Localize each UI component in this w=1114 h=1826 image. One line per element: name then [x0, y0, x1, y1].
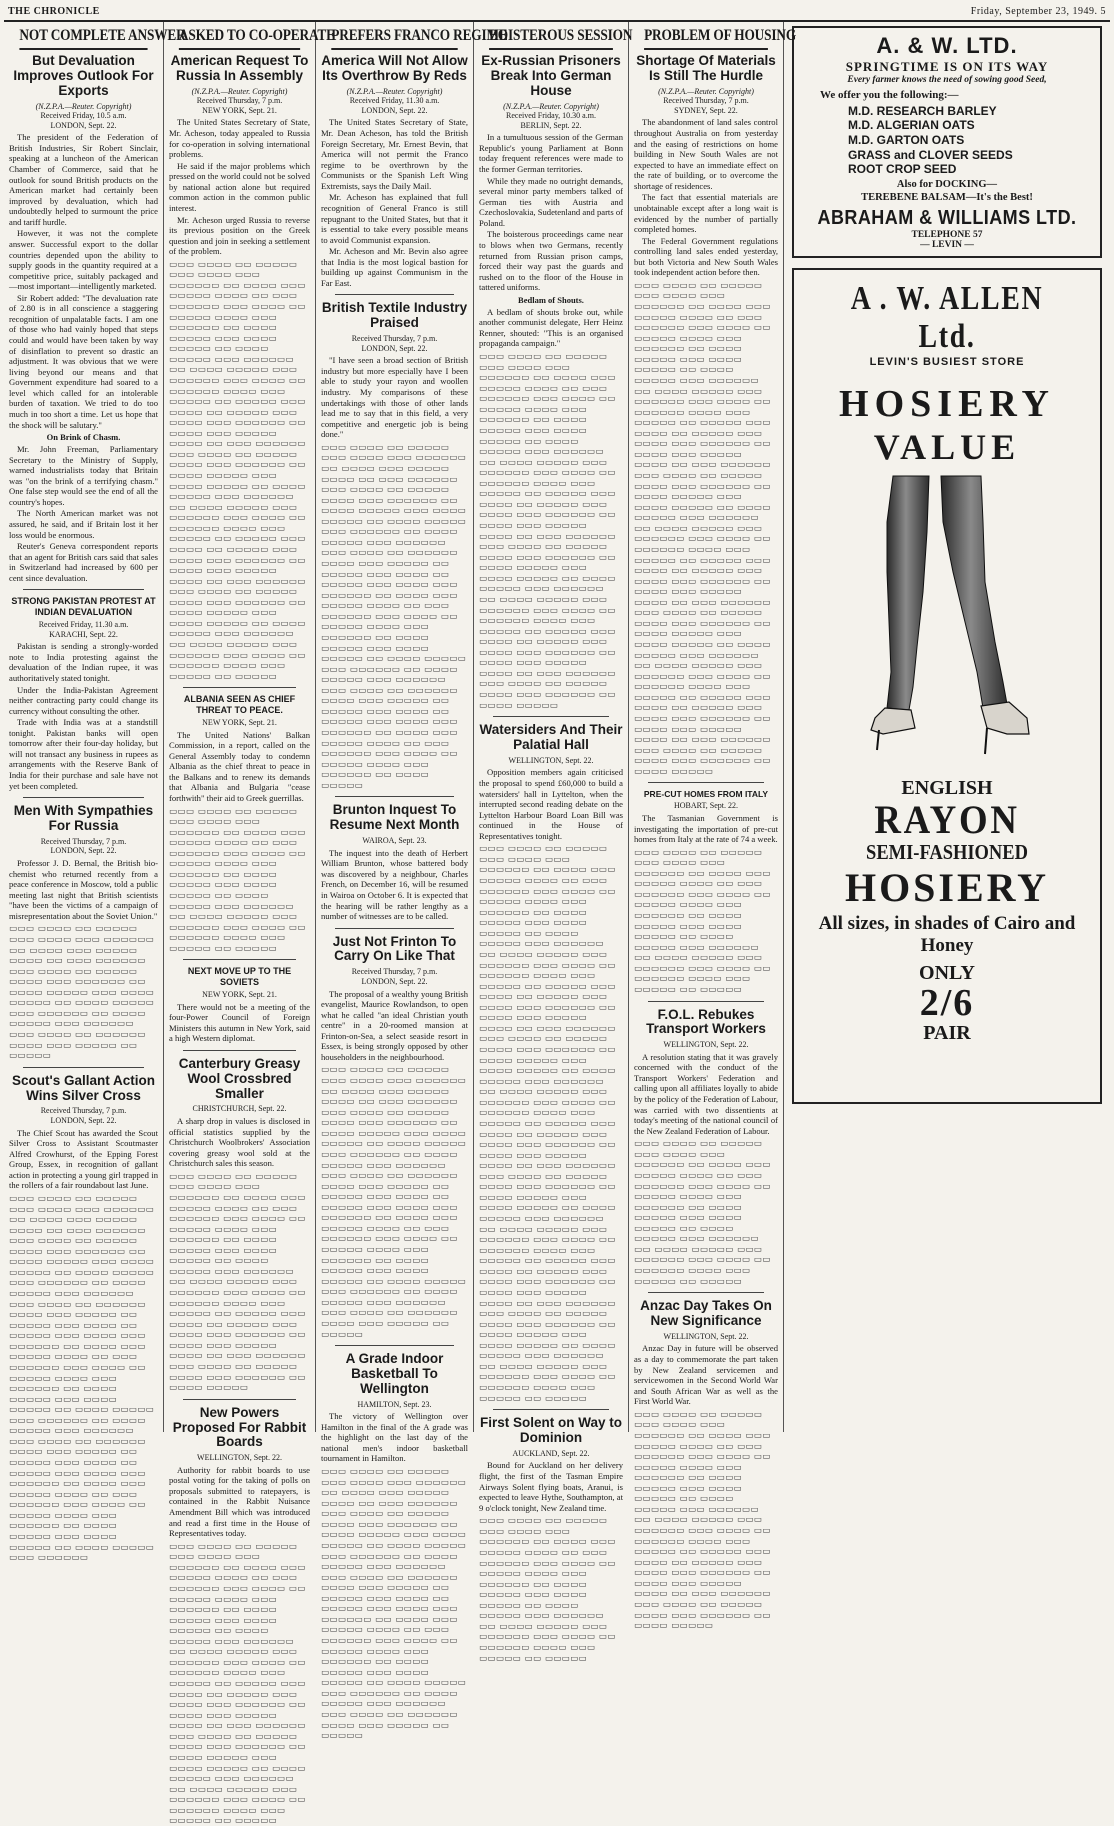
- paragraph: The United States Secretary of State, Mr. Dean Acheson, has told the British Foreign Secretary, Mr. Ernest Bevin, that America will not permit the Franco regime to be overthrown by the Communists or the Spanish Left Wing Extremists, says the Daily Mail.: [321, 117, 468, 191]
- paragraph: Reuter's Geneva correspondent reports that an agent for British cars said that sales in Switzerland had increased by 600 per cent since devaluation.: [9, 541, 158, 583]
- article-body: [9, 444, 158, 583]
- received-time: Received Friday, 10.5 a.m.: [40, 111, 127, 121]
- headline-pre-cut-homes: PRE-CUT HOMES FROM ITALY: [643, 789, 769, 800]
- headline-albania: ALBANIA SEEN AS CHIEF THREAT TO PEACE.: [183, 694, 296, 715]
- list-item: M.D. GARTON OATS: [848, 132, 965, 147]
- article-body: [634, 117, 778, 277]
- english-label: ENGLISH: [901, 776, 993, 799]
- price-rayon: 2/6: [919, 981, 975, 1024]
- paragraph: Anzac Day in future will be observed as a day to commemorate the part taken by New Zealand servicemen and servicewomen in the Second World War and South African War as well as the First World War.: [634, 1343, 778, 1407]
- stockings-illustration: [857, 472, 1037, 772]
- list-item: ROOT CROP SEED: [848, 162, 957, 177]
- advertisement-column: [784, 22, 1110, 1432]
- divider: [335, 928, 454, 929]
- ad-offer: We offer you the following:—: [820, 89, 959, 101]
- illegible-text: ▭▭▭ ▭▭▭▭ ▭▭ ▭▭▭▭▭ ▭▭▭ ▭▭▭▭ ▭▭▭ ▭▭▭▭▭▭ ▭▭ ▭▭▭▭ ▭▭▭ ▭▭▭▭▭ ▭▭▭▭ ▭▭ ▭▭▭ ▭▭▭▭▭▭ ▭▭▭ ▭▭▭▭ ▭▭ ▭▭▭▭▭ ▭▭▭▭ ▭▭▭ ▭▭▭▭▭▭ ▭▭ ▭▭▭▭ ▭▭▭▭▭ ▭▭▭ ▭▭▭▭ ▭▭▭▭▭ ▭▭ ▭▭▭▭ ▭▭▭▭▭ ▭▭▭ ▭▭▭▭▭▭ ▭▭ ▭▭▭▭ ▭▭▭▭▭ ▭▭▭ ▭▭▭▭▭▭ ▭▭▭ ▭▭▭▭ ▭▭ ▭▭▭▭▭▭ ▭▭▭▭ ▭▭▭ ▭▭▭▭▭ ▭▭ ▭▭▭▭▭ ▭▭▭ ▭▭▭▭ ▭▭ ▭▭▭▭▭ ▭▭▭ ▭▭▭▭ ▭▭▭ ▭▭▭▭▭▭ ▭▭ ▭▭▭▭ ▭▭▭ ▭▭▭▭▭ ▭▭▭▭ ▭▭ ▭▭▭ ▭▭▭▭▭▭ ▭▭▭ ▭▭▭▭ ▭▭ ▭▭▭▭▭ ▭▭▭▭ ▭▭▭ ▭▭▭▭▭▭ ▭▭ ▭▭▭▭ ▭▭▭▭▭: [169, 1170, 306, 1393]
- paragraph: Mr. Acheson urged Russia to reverse its previous position on the Greek question and join in seeking a settlement of the problem.: [169, 214, 310, 257]
- illegible-text: ▭▭▭ ▭▭▭▭ ▭▭ ▭▭▭▭▭ ▭▭▭ ▭▭▭▭ ▭▭▭ ▭▭▭▭▭▭ ▭▭ ▭▭▭▭ ▭▭▭ ▭▭▭▭▭ ▭▭▭▭ ▭▭ ▭▭▭ ▭▭▭▭▭▭ ▭▭▭ ▭▭▭▭ ▭▭ ▭▭▭▭▭ ▭▭▭▭ ▭▭▭ ▭▭▭▭▭▭ ▭▭ ▭▭▭▭ ▭▭▭▭▭ ▭▭▭ ▭▭▭▭ ▭▭▭▭▭ ▭▭ ▭▭▭▭ ▭▭▭▭▭ ▭▭▭ ▭▭▭▭▭▭ ▭▭ ▭▭▭▭ ▭▭▭▭▭ ▭▭▭ ▭▭▭▭▭▭ ▭▭▭ ▭▭▭▭ ▭▭ ▭▭▭▭▭▭ ▭▭▭▭ ▭▭▭ ▭▭▭▭▭ ▭▭ ▭▭▭▭▭: [9, 923, 155, 1061]
- paragraph: The inquest into the death of Herbert William Brunton, whose battered body was discovered by a neighbour, Charles French, on December 16, will be resumed in Wairoa on October 6. It is expected that the hearing will be rather lengthy as a number of witnesses are to be called.: [321, 847, 468, 922]
- article-body: [169, 117, 310, 256]
- dateline: HAMILTON, Sept. 23.: [357, 1399, 432, 1409]
- article-body: [479, 767, 623, 841]
- illegible-text: ▭▭▭ ▭▭▭▭ ▭▭ ▭▭▭▭▭ ▭▭▭ ▭▭▭▭ ▭▭▭ ▭▭▭▭▭▭ ▭▭ ▭▭▭▭ ▭▭▭ ▭▭▭▭▭ ▭▭▭▭ ▭▭ ▭▭▭ ▭▭▭▭▭▭ ▭▭▭ ▭▭▭▭ ▭▭ ▭▭▭▭▭ ▭▭▭▭ ▭▭▭ ▭▭▭▭▭▭ ▭▭ ▭▭▭▭ ▭▭▭▭▭ ▭▭▭ ▭▭▭▭ ▭▭▭▭▭ ▭▭ ▭▭▭▭ ▭▭▭▭▭ ▭▭▭ ▭▭▭▭▭▭ ▭▭ ▭▭▭▭ ▭▭▭▭▭ ▭▭▭ ▭▭▭▭▭▭ ▭▭▭ ▭▭▭▭ ▭▭ ▭▭▭▭▭▭ ▭▭▭▭ ▭▭▭ ▭▭▭▭▭ ▭▭ ▭▭▭▭▭ ▭▭▭ ▭▭▭▭ ▭▭ ▭▭▭▭▭ ▭▭▭ ▭▭▭▭ ▭▭▭ ▭▭▭▭▭▭ ▭▭ ▭▭▭▭ ▭▭▭ ▭▭▭▭▭ ▭▭▭▭ ▭▭ ▭▭▭ ▭▭▭▭▭▭ ▭▭▭ ▭▭▭▭ ▭▭ ▭▭▭▭▭ ▭▭▭▭ ▭▭▭ ▭▭▭▭▭▭ ▭▭ ▭▭▭▭ ▭▭▭▭▭ ▭▭▭ ▭▭▭▭ ▭▭▭▭▭ ▭▭ ▭▭▭▭ ▭▭▭▭▭ ▭▭▭ ▭▭▭▭▭▭ ▭▭ ▭▭▭▭ ▭▭▭▭▭ ▭▭▭ ▭▭▭▭▭▭ ▭▭▭ ▭▭▭▭ ▭▭ ▭▭▭▭▭▭ ▭▭▭▭ ▭▭▭ ▭▭▭▭▭ ▭▭ ▭▭▭▭▭: [321, 1466, 467, 1741]
- ad-extra: Also for DOCKING—: [896, 178, 998, 190]
- ad-subtitle: SPRINGTIME IS ON ITS WAY: [845, 59, 1049, 74]
- divider: [648, 1292, 764, 1293]
- illegible-text: ▭▭▭ ▭▭▭▭ ▭▭ ▭▭▭▭▭ ▭▭▭ ▭▭▭▭ ▭▭▭ ▭▭▭▭▭▭ ▭▭ ▭▭▭▭ ▭▭▭ ▭▭▭▭▭ ▭▭▭▭ ▭▭ ▭▭▭ ▭▭▭▭▭▭ ▭▭▭ ▭▭▭▭ ▭▭ ▭▭▭▭▭ ▭▭▭▭ ▭▭▭ ▭▭▭▭▭▭ ▭▭ ▭▭▭▭ ▭▭▭▭▭ ▭▭▭ ▭▭▭▭ ▭▭▭▭▭ ▭▭ ▭▭▭▭ ▭▭▭▭▭ ▭▭▭ ▭▭▭▭▭▭ ▭▭ ▭▭▭▭ ▭▭▭▭▭ ▭▭▭ ▭▭▭▭▭▭ ▭▭▭ ▭▭▭▭ ▭▭ ▭▭▭▭▭▭ ▭▭▭▭ ▭▭▭ ▭▭▭▭▭ ▭▭ ▭▭▭▭▭: [634, 1138, 771, 1286]
- article-body: [9, 1128, 158, 1191]
- dateline: SYDNEY, Sept. 22.: [674, 105, 738, 115]
- value-heading: VALUE: [873, 426, 1021, 467]
- paragraph: There would not be a meeting of the four-Power Council of Foreign Ministers this autumn in New York, said a high Western diplomat.: [169, 1001, 310, 1044]
- paragraph: Sir Robert added: "The devaluation rate of 2.80 is in all conscience a staggering recognition of unpalatable facts. I am one of those who had vainly hoped that steps could and would have been taken by way of disinflation to prevent so drastic an adjustment. It was obvious that we were living beyond our means and that Government expenditure had soared to a level which called for an intolerable burden of taxation. We tried to do too much in too short a time. Let us hope that the shock will be salutary.": [9, 292, 158, 430]
- column-4: [474, 22, 633, 1663]
- subhead-ex-russian-prisoners: Ex-Russian Prisoners Break Into German House: [481, 53, 621, 98]
- divider: [648, 782, 764, 783]
- dateline: WELLINGTON, Sept. 22.: [663, 1040, 749, 1050]
- article-body: [9, 641, 158, 791]
- paragraph: He said if the major problems which pressed on the world could not be solved by national action alone but required common action in the common public interest.: [169, 160, 310, 213]
- paragraph: The president of the Federation of British Industries, Sir Robert Sinclair, speaking at a luncheon of the American Chamber of Commerce, said that he outlook for sound British products on the American market had certainly been improved by devaluation, which had undoubtedly helped to surmount the price and tariff hurdle.: [9, 132, 158, 227]
- issue-date: Friday, September 23, 1949. 5: [970, 6, 1106, 17]
- paragraph: In a tumultuous session of the German Republic's young Parliament at Bonn today frequent references were made to the former German territories.: [479, 132, 623, 174]
- subhead-shortage: Shortage Of Materials Is Still The Hurdle: [636, 53, 776, 83]
- dateline: NEW YORK, Sept. 21.: [202, 105, 277, 115]
- paragraph: While they made no outright demands, several minor party members talked of German ties with Austria and Czechoslovakia, Sudetenland and parts of Poland.: [479, 175, 623, 228]
- paragraph: A sharp drop in values is disclosed in official statistics supplied by the Christchurch Woolbrokers' Association covering greasy wool sold at the Christchurch sales this season.: [169, 1116, 310, 1169]
- article-body: [169, 730, 310, 804]
- headline-asked-to-cooperate: ASKED TO CO-OPERATE: [179, 25, 300, 50]
- paragraph: The Federal Government regulations controlling land sales ended yesterday, but both Victoria and New South Wales took independent action before then.: [634, 235, 778, 278]
- headline-sympathies: Men With Sympathies For Russia: [13, 803, 154, 833]
- semi-fashioned-label: SEMI-FASHIONED: [866, 839, 1028, 864]
- illegible-text: ▭▭▭ ▭▭▭▭ ▭▭ ▭▭▭▭▭ ▭▭▭ ▭▭▭▭ ▭▭▭ ▭▭▭▭▭▭ ▭▭ ▭▭▭▭ ▭▭▭ ▭▭▭▭▭ ▭▭▭▭ ▭▭ ▭▭▭ ▭▭▭▭▭▭ ▭▭▭ ▭▭▭▭ ▭▭ ▭▭▭▭▭ ▭▭▭▭ ▭▭▭ ▭▭▭▭▭▭ ▭▭ ▭▭▭▭ ▭▭▭▭▭ ▭▭▭ ▭▭▭▭ ▭▭▭▭▭ ▭▭ ▭▭▭▭ ▭▭▭▭▭ ▭▭▭ ▭▭▭▭▭▭ ▭▭ ▭▭▭▭ ▭▭▭▭▭ ▭▭▭ ▭▭▭▭▭▭ ▭▭▭ ▭▭▭▭ ▭▭ ▭▭▭▭▭▭ ▭▭▭▭ ▭▭▭ ▭▭▭▭▭ ▭▭ ▭▭▭▭▭ ▭▭▭ ▭▭▭▭ ▭▭ ▭▭▭▭▭ ▭▭▭ ▭▭▭▭ ▭▭▭ ▭▭▭▭▭▭ ▭▭ ▭▭▭▭ ▭▭▭ ▭▭▭▭▭ ▭▭▭▭ ▭▭ ▭▭▭ ▭▭▭▭▭▭ ▭▭▭ ▭▭▭▭ ▭▭ ▭▭▭▭▭ ▭▭▭▭ ▭▭▭ ▭▭▭▭▭▭ ▭▭ ▭▭▭▭ ▭▭▭▭▭: [634, 1408, 771, 1631]
- article-body: [9, 858, 158, 921]
- dateline: HOBART, Sept. 22.: [673, 801, 739, 811]
- dateline: NEW YORK, Sept. 21.: [202, 990, 277, 1000]
- paragraph: Professor J. D. Bernal, the British bio-chemist who returned recently from a peace conference in Moscow, told a public meeting last night that British scientists "have been the victims of a campaign of misrepresentation about the Soviet Union.": [9, 858, 158, 921]
- article-body: [321, 848, 468, 922]
- column-1: [4, 22, 186, 1563]
- byline: (N.Z.P.A.—Reuter. Copyright): [191, 86, 288, 96]
- location: — LEVIN —: [920, 239, 974, 250]
- divider: [493, 716, 609, 717]
- dateline: WELLINGTON, Sept. 22.: [663, 1331, 749, 1341]
- received-time: Received Thursday, 7 p.m.: [351, 967, 438, 977]
- article-body: [321, 989, 468, 1063]
- paragraph: The United States Secretary of State, Mr. Acheson, today appealed to Russia for co-operation in solving international problems.: [169, 117, 310, 160]
- allen-hosiery-ad: [792, 268, 1102, 1104]
- company-name: ABRAHAM & WILLIAMS LTD.: [817, 206, 1077, 229]
- dateline: BERLIN, Sept. 22.: [520, 120, 582, 130]
- paragraph: Opposition members again criticised the proposal to spend £60,000 to build a watersiders' hall in Lyttelton, when the interrupted second reading debate on the Lyttelton Harbour Board Loan Bill was continued in the House of Representatives tonight.: [479, 767, 623, 841]
- article-body: [169, 1116, 310, 1169]
- paragraph: However, it was not the complete answer. Successful export to the dollar countries depended upon the ability to supply goods in the quantity required at a competitive price, suitably packaged and—most important—intelligently marketed.: [9, 228, 158, 292]
- divider: [23, 797, 144, 798]
- paragraph: The victory of Wellington over Hamilton in the final of the A grade was the highlight on the last day of the national men's indoor basketball tournament in Hamilton.: [321, 1411, 468, 1464]
- article-body: [634, 1052, 778, 1137]
- paragraph: The abandonment of land sales control throughout Australia on from yesterday and the easing of restrictions on home building in New South Wales are not expected to have an immediate effect on the rate of building, or to overcome the shortage of residences.: [634, 117, 778, 191]
- headline-problem-of-housing: PROBLEM OF HOUSING: [644, 25, 768, 50]
- paragraph: Pakistan is sending a strongly-worded note to India protesting against the devaluation of the Indian rupee, it was authoritatively stated tonight.: [9, 641, 158, 683]
- headline-basketball: A Grade Indoor Basketball To Wellington: [345, 1351, 444, 1396]
- dateline: LONDON, Sept. 22.: [50, 120, 117, 130]
- paragraph: Mr. Acheson has explained that full recognition of General Franco is still repugnant to the United States, but that it is essential to take every possible means to avoid Communist expansion.: [321, 192, 468, 245]
- dateline: NEW YORK, Sept. 21.: [202, 717, 277, 727]
- headline-prefers-franco: PREFERS FRANCO REGIME: [331, 25, 457, 50]
- byline: (N.Z.P.A.—Reuter. Copyright): [503, 101, 599, 111]
- illegible-text: ▭▭▭ ▭▭▭▭ ▭▭ ▭▭▭▭▭ ▭▭▭ ▭▭▭▭ ▭▭▭ ▭▭▭▭▭▭ ▭▭ ▭▭▭▭ ▭▭▭ ▭▭▭▭▭ ▭▭▭▭ ▭▭ ▭▭▭ ▭▭▭▭▭▭ ▭▭▭ ▭▭▭▭ ▭▭ ▭▭▭▭▭ ▭▭▭▭ ▭▭▭ ▭▭▭▭▭▭ ▭▭ ▭▭▭▭ ▭▭▭▭▭ ▭▭▭ ▭▭▭▭ ▭▭▭▭▭ ▭▭ ▭▭▭▭ ▭▭▭▭▭ ▭▭▭ ▭▭▭▭▭▭ ▭▭ ▭▭▭▭ ▭▭▭▭▭ ▭▭▭ ▭▭▭▭▭▭ ▭▭▭ ▭▭▭▭ ▭▭ ▭▭▭▭▭▭ ▭▭▭▭ ▭▭▭ ▭▭▭▭▭ ▭▭ ▭▭▭▭▭ ▭▭▭ ▭▭▭▭ ▭▭ ▭▭▭▭▭ ▭▭▭ ▭▭▭▭ ▭▭▭ ▭▭▭▭▭▭ ▭▭ ▭▭▭▭ ▭▭▭ ▭▭▭▭▭ ▭▭▭▭ ▭▭ ▭▭▭ ▭▭▭▭▭▭ ▭▭▭ ▭▭▭▭ ▭▭ ▭▭▭▭▭ ▭▭▭▭ ▭▭▭ ▭▭▭▭▭▭ ▭▭ ▭▭▭▭ ▭▭▭▭▭ ▭▭▭ ▭▭▭▭ ▭▭▭▭▭ ▭▭ ▭▭▭▭ ▭▭▭▭▭ ▭▭▭ ▭▭▭▭▭▭ ▭▭ ▭▭▭▭ ▭▭▭▭▭ ▭▭▭ ▭▭▭▭▭▭ ▭▭▭ ▭▭▭▭ ▭▭ ▭▭▭▭▭▭ ▭▭▭▭ ▭▭▭ ▭▭▭▭▭ ▭▭ ▭▭▭▭▭: [321, 1064, 467, 1339]
- headline-frinton: Just Not Frinton To Carry On Like That: [332, 933, 457, 964]
- received-time: Received Friday, 10.30 a.m.: [506, 111, 596, 121]
- paragraph: Authority for rabbit boards to use postal voting for the taking of polls on proposals submitted to ratepayers, is contained in the Rabbit Nuisance Amendment Bill which was introduced and read a first time in the House of Representatives today.: [169, 1464, 310, 1539]
- headline-anzac-day: Anzac Day Takes On New Significance: [640, 1298, 772, 1328]
- column-2: [164, 22, 335, 1826]
- received-time: Received Friday, 11.30 a.m.: [38, 620, 129, 630]
- sizes-note: All sizes, in shades of Cairo and Honey: [818, 912, 1076, 956]
- received-time: Received Thursday, 7 p.m.: [40, 1106, 127, 1116]
- dateline: CHRISTCHURCH, Sept. 22.: [192, 1104, 287, 1114]
- rayon-heading: RAYON: [874, 796, 1020, 842]
- headline-soviets: NEXT MOVE UP TO THE SOVIETS: [187, 966, 292, 987]
- received-time: Received Thursday, 7 p.m.: [40, 836, 127, 846]
- paragraph: A resolution stating that it was gravely concerned with the conduct of the Transport Workers' Federation and calling upon all affiliates loyally to abide by the policy of the Federation of Labour, was carried with two dissentients at today's meeting of the national council of the New Zealand Federation of Labour.: [634, 1051, 778, 1136]
- dateline: LONDON, Sept. 22.: [50, 1115, 117, 1125]
- byline: (N.Z.P.A.—Reuter. Copyright): [35, 101, 132, 111]
- divider: [335, 796, 454, 797]
- received-time: Received Thursday, 7 p.m.: [351, 334, 438, 344]
- paragraph: The proposal of a wealthy young British evangelist, Maurice Rowlandson, to open what he called "an ideal Christian youth centre" in a 20-roomed mansion at Frinton-on-Sea, a select seaside resort in Essex, is being strongly opposed by other householders in the neighbourhood.: [321, 988, 468, 1062]
- ad-title: A. & W. LTD.: [876, 33, 1018, 58]
- received-time: Received Thursday, 7 p.m.: [663, 96, 749, 106]
- hosiery-heading: HOSIERY: [839, 382, 1055, 425]
- list-item: M.D. RESEARCH BARLEY: [848, 103, 997, 118]
- article-body: [634, 813, 778, 845]
- only-label: ONLY: [919, 961, 975, 984]
- paragraph: The fact that essential materials are unobtainable except after a long wait is evidenced by the number of partially completed homes.: [634, 192, 778, 235]
- column-5: [629, 22, 797, 1631]
- paragraph: Bound for Auckland on her delivery flight, the first of the Tasman Empire Airways Solent flying boats, Aranui, is expected to leave Hythe, Southampton, at 9 o'clock tonight, New Zealand time.: [479, 1460, 623, 1513]
- divider: [493, 1409, 609, 1410]
- illegible-text: ▭▭▭ ▭▭▭▭ ▭▭ ▭▭▭▭▭ ▭▭▭ ▭▭▭▭ ▭▭▭ ▭▭▭▭▭▭ ▭▭ ▭▭▭▭ ▭▭▭ ▭▭▭▭▭ ▭▭▭▭ ▭▭ ▭▭▭ ▭▭▭▭▭▭ ▭▭▭ ▭▭▭▭ ▭▭ ▭▭▭▭▭ ▭▭▭▭ ▭▭▭ ▭▭▭▭▭▭ ▭▭ ▭▭▭▭ ▭▭▭▭▭ ▭▭▭ ▭▭▭▭ ▭▭▭▭▭ ▭▭ ▭▭▭▭ ▭▭▭▭▭ ▭▭▭ ▭▭▭▭▭▭ ▭▭ ▭▭▭▭ ▭▭▭▭▭ ▭▭▭ ▭▭▭▭▭▭ ▭▭▭ ▭▭▭▭ ▭▭ ▭▭▭▭▭▭ ▭▭▭▭ ▭▭▭ ▭▭▭▭▭ ▭▭ ▭▭▭▭▭: [169, 805, 306, 953]
- received-time: Received Friday, 11.30 a.m.: [349, 96, 440, 106]
- column-3: [316, 22, 508, 1741]
- headline-brunton: Brunton Inquest To Resume Next Month: [329, 802, 460, 833]
- article-body: [479, 1460, 623, 1513]
- paragraph: Trade with India was at a standstill tonight. Pakistan banks will open tomorrow after their four-day holiday, but will not transact any business in rupees as arrangements with the Reserve Bank of India for their purchase and sale have not yet been completed.: [9, 717, 158, 791]
- crosshead: Bedlam of Shouts.: [518, 294, 584, 305]
- paragraph: The Chief Scout has awarded the Scout Silver Cross to Assistant Scoutmaster Alfred Crowhurst, of the Epping Forest Group, Essex, in recognition of gallant action in protecting a young girl trapped in the rollers of a fair roundabout last June.: [9, 1127, 158, 1191]
- illegible-text: ▭▭▭ ▭▭▭▭ ▭▭ ▭▭▭▭▭ ▭▭▭ ▭▭▭▭ ▭▭▭ ▭▭▭▭▭▭ ▭▭ ▭▭▭▭ ▭▭▭ ▭▭▭▭▭ ▭▭▭▭ ▭▭ ▭▭▭ ▭▭▭▭▭▭ ▭▭▭ ▭▭▭▭ ▭▭ ▭▭▭▭▭ ▭▭▭▭ ▭▭▭ ▭▭▭▭▭▭ ▭▭ ▭▭▭▭ ▭▭▭▭▭ ▭▭▭ ▭▭▭▭ ▭▭▭▭▭ ▭▭ ▭▭▭▭ ▭▭▭▭▭ ▭▭▭ ▭▭▭▭▭▭ ▭▭ ▭▭▭▭ ▭▭▭▭▭ ▭▭▭ ▭▭▭▭▭▭ ▭▭▭ ▭▭▭▭ ▭▭ ▭▭▭▭▭▭ ▭▭▭▭ ▭▭▭ ▭▭▭▭▭ ▭▭ ▭▭▭▭▭ ▭▭▭ ▭▭▭▭ ▭▭ ▭▭▭▭▭ ▭▭▭ ▭▭▭▭ ▭▭▭ ▭▭▭▭▭▭ ▭▭ ▭▭▭▭ ▭▭▭ ▭▭▭▭▭ ▭▭▭▭ ▭▭ ▭▭▭ ▭▭▭▭▭▭ ▭▭▭ ▭▭▭▭ ▭▭ ▭▭▭▭▭ ▭▭▭▭ ▭▭▭ ▭▭▭▭▭▭ ▭▭ ▭▭▭▭ ▭▭▭▭▭ ▭▭▭ ▭▭▭▭ ▭▭▭▭▭ ▭▭ ▭▭▭▭ ▭▭▭▭▭ ▭▭▭ ▭▭▭▭▭▭ ▭▭ ▭▭▭▭ ▭▭▭▭▭ ▭▭▭ ▭▭▭▭▭▭ ▭▭▭ ▭▭▭▭ ▭▭ ▭▭▭▭▭▭ ▭▭▭▭ ▭▭▭ ▭▭▭▭▭ ▭▭ ▭▭▭▭▭ ▭▭▭ ▭▭▭▭ ▭▭ ▭▭▭▭▭ ▭▭▭ ▭▭▭▭ ▭▭▭ ▭▭▭▭▭▭ ▭▭ ▭▭▭▭ ▭▭▭ ▭▭▭▭▭ ▭▭▭▭ ▭▭ ▭▭▭ ▭▭▭▭▭▭ ▭▭▭ ▭▭▭▭ ▭▭ ▭▭▭▭▭ ▭▭▭▭ ▭▭▭ ▭▭▭▭▭▭ ▭▭ ▭▭▭▭ ▭▭▭▭▭ ▭▭▭ ▭▭▭▭ ▭▭▭▭▭ ▭▭ ▭▭▭▭ ▭▭▭▭▭ ▭▭▭ ▭▭▭▭▭▭ ▭▭ ▭▭▭▭ ▭▭▭▭▭ ▭▭▭ ▭▭▭▭▭▭ ▭▭▭ ▭▭▭▭ ▭▭ ▭▭▭▭▭▭ ▭▭▭▭ ▭▭▭ ▭▭▭▭▭ ▭▭ ▭▭▭▭▭ ▭▭▭ ▭▭▭▭ ▭▭ ▭▭▭▭▭ ▭▭▭ ▭▭▭▭ ▭▭▭ ▭▭▭▭▭▭ ▭▭ ▭▭▭▭ ▭▭▭ ▭▭▭▭▭ ▭▭▭▭ ▭▭ ▭▭▭ ▭▭▭▭▭▭ ▭▭▭ ▭▭▭▭ ▭▭ ▭▭▭▭▭ ▭▭▭▭ ▭▭▭ ▭▭▭▭▭▭ ▭▭ ▭▭▭▭ ▭▭▭▭▭: [634, 279, 771, 776]
- dateline: AUCKLAND, Sept. 22.: [512, 1448, 590, 1458]
- paragraph: The North American market was not assured, he said, and if Britain lost it her loss would be enormous.: [9, 508, 158, 540]
- divider: [23, 1067, 144, 1068]
- divider: [183, 1050, 296, 1051]
- headline-boisterous-session: BOISTEROUS SESSION: [489, 25, 613, 50]
- subhead-devaluation: But Devaluation Improves Outlook For Exports: [13, 53, 154, 98]
- illegible-text: ▭▭▭ ▭▭▭▭ ▭▭ ▭▭▭▭▭ ▭▭▭ ▭▭▭▭ ▭▭▭ ▭▭▭▭▭▭ ▭▭ ▭▭▭▭ ▭▭▭ ▭▭▭▭▭ ▭▭▭▭ ▭▭ ▭▭▭ ▭▭▭▭▭▭ ▭▭▭ ▭▭▭▭ ▭▭ ▭▭▭▭▭ ▭▭▭▭ ▭▭▭ ▭▭▭▭▭▭ ▭▭ ▭▭▭▭ ▭▭▭▭▭ ▭▭▭ ▭▭▭▭ ▭▭▭▭▭ ▭▭ ▭▭▭▭ ▭▭▭▭▭ ▭▭▭ ▭▭▭▭▭▭ ▭▭ ▭▭▭▭ ▭▭▭▭▭ ▭▭▭ ▭▭▭▭▭▭ ▭▭▭ ▭▭▭▭ ▭▭ ▭▭▭▭▭▭ ▭▭▭▭ ▭▭▭ ▭▭▭▭▭ ▭▭ ▭▭▭▭▭: [479, 1515, 616, 1663]
- dateline: LONDON, Sept. 22.: [50, 846, 117, 856]
- dateline: WELLINGTON, Sept. 22.: [197, 1453, 282, 1463]
- ad-tagline: Every farmer knows the need of sowing good Seed,: [847, 75, 1047, 85]
- store-tagline: LEVIN'S BUSIEST STORE: [869, 355, 1025, 368]
- paragraph: The Tasmanian Government is investigating the importation of pre-cut homes from Italy at the rate of 74 a week.: [634, 812, 778, 845]
- illegible-text: ▭▭▭ ▭▭▭▭ ▭▭ ▭▭▭▭▭ ▭▭▭ ▭▭▭▭ ▭▭▭ ▭▭▭▭▭▭ ▭▭ ▭▭▭▭ ▭▭▭ ▭▭▭▭▭ ▭▭▭▭ ▭▭ ▭▭▭ ▭▭▭▭▭▭ ▭▭▭ ▭▭▭▭ ▭▭ ▭▭▭▭▭ ▭▭▭▭ ▭▭▭ ▭▭▭▭▭▭ ▭▭ ▭▭▭▭ ▭▭▭▭▭ ▭▭▭ ▭▭▭▭ ▭▭▭▭▭ ▭▭ ▭▭▭▭ ▭▭▭▭▭ ▭▭▭ ▭▭▭▭▭▭ ▭▭ ▭▭▭▭ ▭▭▭▭▭ ▭▭▭ ▭▭▭▭▭▭ ▭▭▭ ▭▭▭▭ ▭▭ ▭▭▭▭▭▭ ▭▭▭▭ ▭▭▭ ▭▭▭▭▭ ▭▭ ▭▭▭▭▭ ▭▭▭ ▭▭▭▭ ▭▭ ▭▭▭▭▭ ▭▭▭ ▭▭▭▭ ▭▭▭ ▭▭▭▭▭▭ ▭▭ ▭▭▭▭ ▭▭▭ ▭▭▭▭▭ ▭▭▭▭ ▭▭ ▭▭▭ ▭▭▭▭▭▭ ▭▭▭ ▭▭▭▭ ▭▭ ▭▭▭▭▭ ▭▭▭▭ ▭▭▭ ▭▭▭▭▭▭ ▭▭ ▭▭▭▭ ▭▭▭▭▭ ▭▭▭ ▭▭▭▭ ▭▭▭▭▭ ▭▭ ▭▭▭▭ ▭▭▭▭▭ ▭▭▭ ▭▭▭▭▭▭ ▭▭ ▭▭▭▭ ▭▭▭▭▭ ▭▭▭ ▭▭▭▭▭▭ ▭▭▭ ▭▭▭▭ ▭▭ ▭▭▭▭▭▭ ▭▭▭▭ ▭▭▭ ▭▭▭▭▭ ▭▭ ▭▭▭▭▭ ▭▭▭ ▭▭▭▭ ▭▭ ▭▭▭▭▭ ▭▭▭ ▭▭▭▭ ▭▭▭ ▭▭▭▭▭▭ ▭▭ ▭▭▭▭ ▭▭▭ ▭▭▭▭▭ ▭▭▭▭ ▭▭ ▭▭▭ ▭▭▭▭▭▭ ▭▭▭ ▭▭▭▭ ▭▭ ▭▭▭▭▭ ▭▭▭▭ ▭▭▭ ▭▭▭▭▭▭ ▭▭ ▭▭▭▭ ▭▭▭▭▭ ▭▭▭ ▭▭▭▭ ▭▭▭▭▭ ▭▭ ▭▭▭▭ ▭▭▭▭▭ ▭▭▭ ▭▭▭▭▭▭ ▭▭ ▭▭▭▭ ▭▭▭▭▭ ▭▭▭ ▭▭▭▭▭▭ ▭▭▭ ▭▭▭▭ ▭▭ ▭▭▭▭▭▭ ▭▭▭▭ ▭▭▭ ▭▭▭▭▭ ▭▭ ▭▭▭▭▭ ▭▭▭ ▭▭▭▭ ▭▭ ▭▭▭▭▭ ▭▭▭ ▭▭▭▭ ▭▭▭ ▭▭▭▭▭▭ ▭▭ ▭▭▭▭ ▭▭▭ ▭▭▭▭▭ ▭▭▭▭ ▭▭ ▭▭▭ ▭▭▭▭▭▭ ▭▭▭ ▭▭▭▭ ▭▭ ▭▭▭▭▭ ▭▭▭▭ ▭▭▭ ▭▭▭▭▭▭ ▭▭ ▭▭▭▭ ▭▭▭▭▭ ▭▭▭ ▭▭▭▭ ▭▭▭▭▭ ▭▭ ▭▭▭▭ ▭▭▭▭▭ ▭▭▭ ▭▭▭▭▭▭ ▭▭ ▭▭▭▭ ▭▭▭▭▭ ▭▭▭ ▭▭▭▭▭▭ ▭▭▭ ▭▭▭▭ ▭▭ ▭▭▭▭▭▭ ▭▭▭▭ ▭▭▭ ▭▭▭▭▭ ▭▭ ▭▭▭▭▭: [479, 843, 616, 1403]
- ad-title: A . W. ALLEN Ltd.: [850, 279, 1044, 355]
- paragraph: A bedlam of shouts broke out, while another communist delegate, Herr Heinz Renner, shouted: "This is an organised propaganda campaign.": [479, 306, 623, 349]
- paragraph: The United Nations' Balkan Commission, in a report, called on the General Assembly today to condemn Albania as the chief threat to peace in the Balkans and to renew its demands that Albania and Bulgaria "cease forthwith" their aid to Greek guerrillas.: [169, 729, 310, 803]
- article-body: [479, 307, 623, 349]
- columns: [4, 22, 1110, 1826]
- subhead-american-request: American Request To Russia In Assembly: [170, 53, 309, 83]
- byline: (N.Z.P.A.—Reuter. Copyright): [346, 86, 443, 96]
- article-body: [9, 132, 158, 430]
- received-time: Received Thursday, 7 p.m.: [196, 96, 283, 106]
- telephone: TELEPHONE 57: [911, 229, 983, 240]
- masthead: [4, 4, 1110, 22]
- article-body: [169, 1465, 310, 1539]
- paragraph: Mr. Acheson and Mr. Bevin also agree that India is the most logical bastion for building up against Communism in the Far East.: [321, 246, 468, 288]
- dateline: LONDON, Sept. 22.: [361, 105, 428, 115]
- list-item: M.D. ALGERIAN OATS: [848, 118, 975, 133]
- seed-list: [848, 104, 1094, 177]
- article-body: [169, 1002, 310, 1044]
- headline-first-solent: First Solent on Way to Dominion: [479, 1415, 622, 1445]
- dateline: LONDON, Sept. 22.: [361, 976, 428, 986]
- divider: [335, 1345, 454, 1346]
- paragraph: The boisterous proceedings came near to blows when two Germans, recently returned from Russian prison camps, forced their way past the guards and rushed on to the floor of the House in tattered uniforms.: [479, 229, 623, 293]
- subhead-america-overthrow: America Will Not Allow Its Overthrow By Reds: [321, 53, 468, 83]
- abraham-williams-ad: [792, 26, 1102, 258]
- headline-greasy-wool: Canterbury Greasy Wool Crossbred Smaller: [178, 1055, 301, 1101]
- illegible-text: ▭▭▭ ▭▭▭▭ ▭▭ ▭▭▭▭▭ ▭▭▭ ▭▭▭▭ ▭▭▭ ▭▭▭▭▭▭ ▭▭ ▭▭▭▭ ▭▭▭ ▭▭▭▭▭ ▭▭▭▭ ▭▭ ▭▭▭ ▭▭▭▭▭▭ ▭▭▭ ▭▭▭▭ ▭▭ ▭▭▭▭▭ ▭▭▭▭ ▭▭▭ ▭▭▭▭▭▭ ▭▭ ▭▭▭▭ ▭▭▭▭▭ ▭▭▭ ▭▭▭▭ ▭▭▭▭▭ ▭▭ ▭▭▭▭ ▭▭▭▭▭ ▭▭▭ ▭▭▭▭▭▭ ▭▭ ▭▭▭▭ ▭▭▭▭▭ ▭▭▭ ▭▭▭▭▭▭ ▭▭▭ ▭▭▭▭ ▭▭ ▭▭▭▭▭▭ ▭▭▭▭ ▭▭▭ ▭▭▭▭▭ ▭▭ ▭▭▭▭▭ ▭▭▭ ▭▭▭▭ ▭▭ ▭▭▭▭▭ ▭▭▭ ▭▭▭▭ ▭▭▭ ▭▭▭▭▭▭ ▭▭ ▭▭▭▭ ▭▭▭ ▭▭▭▭▭ ▭▭▭▭ ▭▭ ▭▭▭ ▭▭▭▭▭▭ ▭▭▭ ▭▭▭▭ ▭▭ ▭▭▭▭▭ ▭▭▭▭ ▭▭▭ ▭▭▭▭▭▭ ▭▭ ▭▭▭▭ ▭▭▭▭▭ ▭▭▭ ▭▭▭▭ ▭▭▭▭▭ ▭▭ ▭▭▭▭ ▭▭▭▭▭ ▭▭▭ ▭▭▭▭▭▭ ▭▭ ▭▭▭▭ ▭▭▭▭▭ ▭▭▭ ▭▭▭▭▭▭ ▭▭▭ ▭▭▭▭ ▭▭ ▭▭▭▭▭▭ ▭▭▭▭ ▭▭▭ ▭▭▭▭▭ ▭▭ ▭▭▭▭▭ ▭▭▭ ▭▭▭▭ ▭▭ ▭▭▭▭▭ ▭▭▭ ▭▭▭▭ ▭▭▭ ▭▭▭▭▭▭ ▭▭ ▭▭▭▭ ▭▭▭ ▭▭▭▭▭ ▭▭▭▭ ▭▭ ▭▭▭ ▭▭▭▭▭▭ ▭▭▭ ▭▭▭▭ ▭▭ ▭▭▭▭▭ ▭▭▭▭ ▭▭▭ ▭▭▭▭▭▭ ▭▭ ▭▭▭▭ ▭▭▭▭▭: [321, 441, 467, 790]
- divider: [648, 1001, 764, 1002]
- byline: (N.Z.P.A.—Reuter. Copyright): [658, 86, 754, 96]
- ad-extra: TEREBENE BALSAM—It's the Best!: [861, 191, 1033, 203]
- divider: [183, 959, 296, 960]
- illegible-text: ▭▭▭ ▭▭▭▭ ▭▭ ▭▭▭▭▭ ▭▭▭ ▭▭▭▭ ▭▭▭ ▭▭▭▭▭▭ ▭▭ ▭▭▭▭ ▭▭▭ ▭▭▭▭▭ ▭▭▭▭ ▭▭ ▭▭▭ ▭▭▭▭▭▭ ▭▭▭ ▭▭▭▭ ▭▭ ▭▭▭▭▭ ▭▭▭▭ ▭▭▭ ▭▭▭▭▭▭ ▭▭ ▭▭▭▭ ▭▭▭▭▭ ▭▭▭ ▭▭▭▭ ▭▭▭▭▭ ▭▭ ▭▭▭▭ ▭▭▭▭▭ ▭▭▭ ▭▭▭▭▭▭ ▭▭ ▭▭▭▭ ▭▭▭▭▭ ▭▭▭ ▭▭▭▭▭▭ ▭▭▭ ▭▭▭▭ ▭▭ ▭▭▭▭▭▭ ▭▭▭▭ ▭▭▭ ▭▭▭▭▭ ▭▭ ▭▭▭▭▭ ▭▭▭ ▭▭▭▭ ▭▭ ▭▭▭▭▭ ▭▭▭ ▭▭▭▭ ▭▭▭ ▭▭▭▭▭▭ ▭▭ ▭▭▭▭ ▭▭▭ ▭▭▭▭▭ ▭▭▭▭ ▭▭ ▭▭▭ ▭▭▭▭▭▭ ▭▭▭ ▭▭▭▭ ▭▭ ▭▭▭▭▭ ▭▭▭▭ ▭▭▭ ▭▭▭▭▭▭ ▭▭ ▭▭▭▭ ▭▭▭▭▭ ▭▭▭ ▭▭▭▭ ▭▭▭▭▭ ▭▭ ▭▭▭▭ ▭▭▭▭▭ ▭▭▭ ▭▭▭▭▭▭ ▭▭ ▭▭▭▭ ▭▭▭▭▭ ▭▭▭ ▭▭▭▭▭▭ ▭▭▭ ▭▭▭▭ ▭▭ ▭▭▭▭▭▭ ▭▭▭▭ ▭▭▭ ▭▭▭▭▭ ▭▭ ▭▭▭▭▭: [169, 1540, 306, 1826]
- divider: [23, 589, 144, 590]
- paper-name: THE CHRONICLE: [8, 6, 100, 17]
- dateline: KARACHI, Sept. 22.: [49, 629, 118, 639]
- list-item: GRASS and CLOVER SEEDS: [848, 147, 1013, 162]
- crosshead: On Brink of Chasm.: [46, 432, 121, 443]
- article-body: [479, 132, 623, 292]
- divider: [183, 687, 296, 688]
- divider: [335, 294, 454, 295]
- dateline: WAIROA, Sept. 23.: [362, 836, 427, 846]
- article-body: [321, 1411, 468, 1464]
- divider: [183, 1399, 296, 1400]
- headline-not-complete-answer: NOT COMPLETE ANSWER: [19, 25, 147, 50]
- pair-label: PAIR: [923, 1022, 971, 1045]
- headline-pakistan: STRONG PAKISTAN PROTEST AT INDIAN DEVALUATION: [11, 596, 156, 617]
- headline-rabbit-boards: New Powers Proposed For Rabbit Boards: [172, 1404, 307, 1450]
- paragraph: Under the India-Pakistan Agreement neither contracting party could change its currency without consulting the other.: [9, 684, 158, 716]
- headline-textile: British Textile Industry Praised: [321, 300, 468, 331]
- headline-fol-rebukes: F.O.L. Rebukes Transport Workers: [646, 1006, 766, 1037]
- article-body: [321, 355, 468, 440]
- paragraph: Mr. John Freeman, Parliamentary Secretary to the Ministry of Supply, warned industrialists today that Britain was "on the brink of a terrifying chasm." One false step would see the end of all the country's hopes.: [9, 444, 158, 507]
- illegible-text: ▭▭▭ ▭▭▭▭ ▭▭ ▭▭▭▭▭ ▭▭▭ ▭▭▭▭ ▭▭▭ ▭▭▭▭▭▭ ▭▭ ▭▭▭▭ ▭▭▭ ▭▭▭▭▭ ▭▭▭▭ ▭▭ ▭▭▭ ▭▭▭▭▭▭ ▭▭▭ ▭▭▭▭ ▭▭ ▭▭▭▭▭ ▭▭▭▭ ▭▭▭ ▭▭▭▭▭▭ ▭▭ ▭▭▭▭ ▭▭▭▭▭ ▭▭▭ ▭▭▭▭ ▭▭▭▭▭ ▭▭ ▭▭▭▭ ▭▭▭▭▭ ▭▭▭ ▭▭▭▭▭▭ ▭▭ ▭▭▭▭ ▭▭▭▭▭ ▭▭▭ ▭▭▭▭▭▭ ▭▭▭ ▭▭▭▭ ▭▭ ▭▭▭▭▭▭ ▭▭▭▭ ▭▭▭ ▭▭▭▭▭ ▭▭ ▭▭▭▭▭ ▭▭▭ ▭▭▭▭ ▭▭ ▭▭▭▭▭ ▭▭▭ ▭▭▭▭ ▭▭▭ ▭▭▭▭▭▭ ▭▭ ▭▭▭▭ ▭▭▭ ▭▭▭▭▭ ▭▭▭▭ ▭▭ ▭▭▭ ▭▭▭▭▭▭ ▭▭▭ ▭▭▭▭ ▭▭ ▭▭▭▭▭ ▭▭▭▭ ▭▭▭ ▭▭▭▭▭▭ ▭▭ ▭▭▭▭ ▭▭▭▭▭ ▭▭▭ ▭▭▭▭ ▭▭▭▭▭ ▭▭ ▭▭▭▭ ▭▭▭▭▭ ▭▭▭ ▭▭▭▭▭▭ ▭▭ ▭▭▭▭ ▭▭▭▭▭ ▭▭▭ ▭▭▭▭▭▭ ▭▭▭ ▭▭▭▭ ▭▭ ▭▭▭▭▭▭ ▭▭▭▭ ▭▭▭ ▭▭▭▭▭ ▭▭ ▭▭▭▭▭ ▭▭▭ ▭▭▭▭ ▭▭ ▭▭▭▭▭ ▭▭▭ ▭▭▭▭ ▭▭▭ ▭▭▭▭▭▭ ▭▭ ▭▭▭▭ ▭▭▭ ▭▭▭▭▭ ▭▭▭▭ ▭▭ ▭▭▭ ▭▭▭▭▭▭ ▭▭▭ ▭▭▭▭ ▭▭ ▭▭▭▭▭ ▭▭▭▭ ▭▭▭ ▭▭▭▭▭▭ ▭▭ ▭▭▭▭ ▭▭▭▭▭ ▭▭▭ ▭▭▭▭ ▭▭▭▭▭ ▭▭ ▭▭▭▭ ▭▭▭▭▭ ▭▭▭ ▭▭▭▭▭▭: [9, 1192, 155, 1563]
- article-body: [321, 117, 468, 288]
- headline-watersiders: Watersiders And Their Palatial Hall: [479, 722, 623, 752]
- paragraph: "I have seen a broad section of British industry but more especially have I been able to study your rayon and woollen industry. My comparisons of these undertakings with those of other lands lead me to say that in this field, a very competitive and energetic job is being done.": [321, 355, 468, 440]
- hosiery-heading-2: HOSIERY: [844, 864, 1050, 910]
- headline-scout: Scout's Gallant Action Wins Silver Cross: [12, 1072, 155, 1103]
- illegible-text: ▭▭▭ ▭▭▭▭ ▭▭ ▭▭▭▭▭ ▭▭▭ ▭▭▭▭ ▭▭▭ ▭▭▭▭▭▭ ▭▭ ▭▭▭▭ ▭▭▭ ▭▭▭▭▭ ▭▭▭▭ ▭▭ ▭▭▭ ▭▭▭▭▭▭ ▭▭▭ ▭▭▭▭ ▭▭ ▭▭▭▭▭ ▭▭▭▭ ▭▭▭ ▭▭▭▭▭▭ ▭▭ ▭▭▭▭ ▭▭▭▭▭ ▭▭▭ ▭▭▭▭ ▭▭▭▭▭ ▭▭ ▭▭▭▭ ▭▭▭▭▭ ▭▭▭ ▭▭▭▭▭▭ ▭▭ ▭▭▭▭ ▭▭▭▭▭ ▭▭▭ ▭▭▭▭▭▭ ▭▭▭ ▭▭▭▭ ▭▭ ▭▭▭▭▭▭ ▭▭▭▭ ▭▭▭ ▭▭▭▭▭ ▭▭ ▭▭▭▭▭ ▭▭▭ ▭▭▭▭ ▭▭ ▭▭▭▭▭ ▭▭▭ ▭▭▭▭ ▭▭▭ ▭▭▭▭▭▭ ▭▭ ▭▭▭▭ ▭▭▭ ▭▭▭▭▭ ▭▭▭▭ ▭▭ ▭▭▭ ▭▭▭▭▭▭ ▭▭▭ ▭▭▭▭ ▭▭ ▭▭▭▭▭ ▭▭▭▭ ▭▭▭ ▭▭▭▭▭▭ ▭▭ ▭▭▭▭ ▭▭▭▭▭ ▭▭▭ ▭▭▭▭ ▭▭▭▭▭ ▭▭ ▭▭▭▭ ▭▭▭▭▭ ▭▭▭ ▭▭▭▭▭▭ ▭▭ ▭▭▭▭ ▭▭▭▭▭ ▭▭▭ ▭▭▭▭▭▭ ▭▭▭ ▭▭▭▭ ▭▭ ▭▭▭▭▭▭ ▭▭▭▭ ▭▭▭ ▭▭▭▭▭ ▭▭ ▭▭▭▭▭ ▭▭▭ ▭▭▭▭ ▭▭ ▭▭▭▭▭ ▭▭▭ ▭▭▭▭ ▭▭▭ ▭▭▭▭▭▭ ▭▭ ▭▭▭▭ ▭▭▭ ▭▭▭▭▭ ▭▭▭▭ ▭▭ ▭▭▭ ▭▭▭▭▭▭ ▭▭▭ ▭▭▭▭ ▭▭ ▭▭▭▭▭ ▭▭▭▭ ▭▭▭ ▭▭▭▭▭▭ ▭▭ ▭▭▭▭ ▭▭▭▭▭ ▭▭▭ ▭▭▭▭ ▭▭▭▭▭ ▭▭ ▭▭▭▭ ▭▭▭▭▭ ▭▭▭ ▭▭▭▭▭▭ ▭▭ ▭▭▭▭ ▭▭▭▭▭ ▭▭▭ ▭▭▭▭▭▭ ▭▭▭ ▭▭▭▭ ▭▭ ▭▭▭▭▭▭ ▭▭▭▭ ▭▭▭ ▭▭▭▭▭ ▭▭ ▭▭▭▭▭: [169, 258, 306, 681]
- dateline: LONDON, Sept. 22.: [361, 343, 428, 353]
- article-body: [634, 1343, 778, 1406]
- illegible-text: ▭▭▭ ▭▭▭▭ ▭▭ ▭▭▭▭▭ ▭▭▭ ▭▭▭▭ ▭▭▭ ▭▭▭▭▭▭ ▭▭ ▭▭▭▭ ▭▭▭ ▭▭▭▭▭ ▭▭▭▭ ▭▭ ▭▭▭ ▭▭▭▭▭▭ ▭▭▭ ▭▭▭▭ ▭▭ ▭▭▭▭▭ ▭▭▭▭ ▭▭▭ ▭▭▭▭▭▭ ▭▭ ▭▭▭▭ ▭▭▭▭▭ ▭▭▭ ▭▭▭▭ ▭▭▭▭▭ ▭▭ ▭▭▭▭ ▭▭▭▭▭ ▭▭▭ ▭▭▭▭▭▭ ▭▭ ▭▭▭▭ ▭▭▭▭▭ ▭▭▭ ▭▭▭▭▭▭ ▭▭▭ ▭▭▭▭ ▭▭ ▭▭▭▭▭▭ ▭▭▭▭ ▭▭▭ ▭▭▭▭▭ ▭▭ ▭▭▭▭▭: [634, 846, 771, 994]
- dateline: WELLINGTON, Sept. 22.: [508, 755, 594, 765]
- illegible-text: ▭▭▭ ▭▭▭▭ ▭▭ ▭▭▭▭▭ ▭▭▭ ▭▭▭▭ ▭▭▭ ▭▭▭▭▭▭ ▭▭ ▭▭▭▭ ▭▭▭ ▭▭▭▭▭ ▭▭▭▭ ▭▭ ▭▭▭ ▭▭▭▭▭▭ ▭▭▭ ▭▭▭▭ ▭▭ ▭▭▭▭▭ ▭▭▭▭ ▭▭▭ ▭▭▭▭▭▭ ▭▭ ▭▭▭▭ ▭▭▭▭▭ ▭▭▭ ▭▭▭▭ ▭▭▭▭▭ ▭▭ ▭▭▭▭ ▭▭▭▭▭ ▭▭▭ ▭▭▭▭▭▭ ▭▭ ▭▭▭▭ ▭▭▭▭▭ ▭▭▭ ▭▭▭▭▭▭ ▭▭▭ ▭▭▭▭ ▭▭ ▭▭▭▭▭▭ ▭▭▭▭ ▭▭▭ ▭▭▭▭▭ ▭▭ ▭▭▭▭▭ ▭▭▭ ▭▭▭▭ ▭▭ ▭▭▭▭▭ ▭▭▭ ▭▭▭▭ ▭▭▭ ▭▭▭▭▭▭ ▭▭ ▭▭▭▭ ▭▭▭ ▭▭▭▭▭ ▭▭▭▭ ▭▭ ▭▭▭ ▭▭▭▭▭▭ ▭▭▭ ▭▭▭▭ ▭▭ ▭▭▭▭▭ ▭▭▭▭ ▭▭▭ ▭▭▭▭▭▭ ▭▭ ▭▭▭▭ ▭▭▭▭▭ ▭▭▭ ▭▭▭▭ ▭▭▭▭▭ ▭▭ ▭▭▭▭ ▭▭▭▭▭ ▭▭▭ ▭▭▭▭▭▭ ▭▭ ▭▭▭▭ ▭▭▭▭▭ ▭▭▭ ▭▭▭▭▭▭ ▭▭▭ ▭▭▭▭ ▭▭ ▭▭▭▭▭▭ ▭▭▭▭ ▭▭▭ ▭▭▭▭▭ ▭▭ ▭▭▭▭▭ ▭▭▭ ▭▭▭▭ ▭▭ ▭▭▭▭▭ ▭▭▭ ▭▭▭▭ ▭▭▭ ▭▭▭▭▭▭ ▭▭ ▭▭▭▭ ▭▭▭ ▭▭▭▭▭ ▭▭▭▭ ▭▭ ▭▭▭ ▭▭▭▭▭▭ ▭▭▭ ▭▭▭▭ ▭▭ ▭▭▭▭▭ ▭▭▭▭ ▭▭▭ ▭▭▭▭▭▭ ▭▭ ▭▭▭▭ ▭▭▭▭▭: [479, 351, 616, 710]
